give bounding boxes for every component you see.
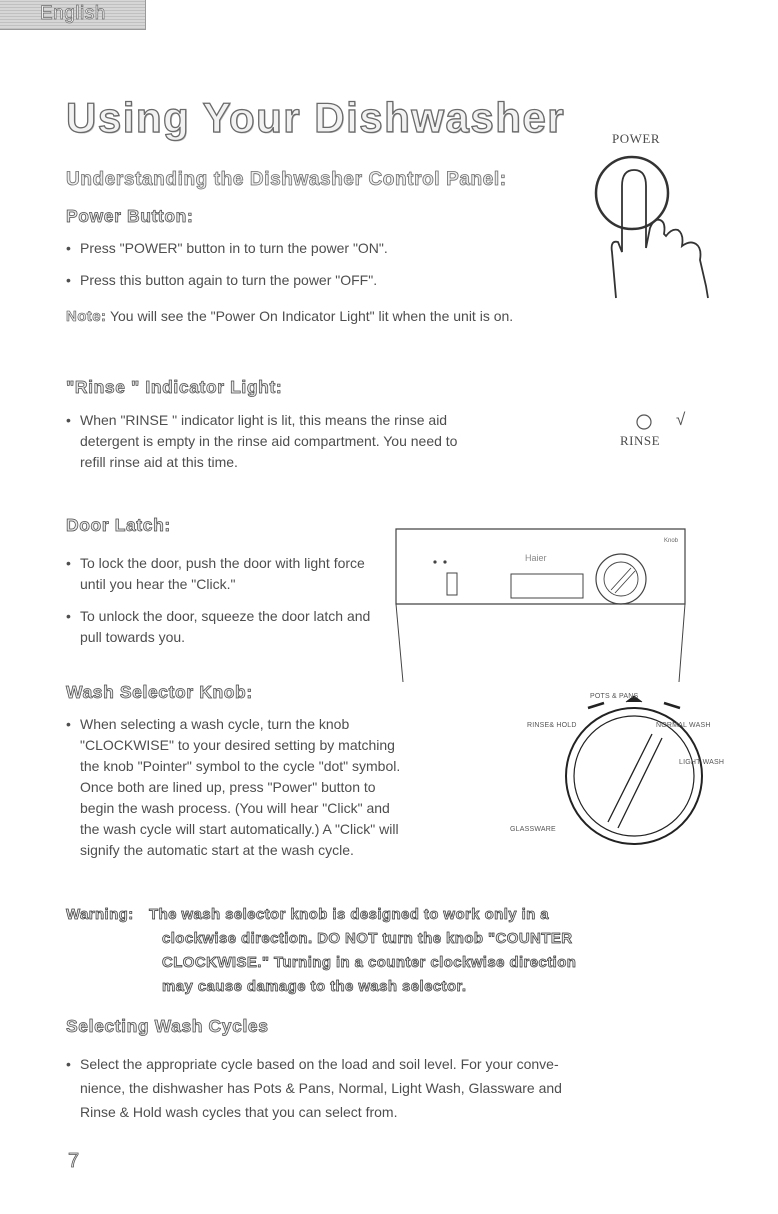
door-bullet-1: • To lock the door, push the door with light force until you hear the "Click." — [66, 553, 382, 595]
power-button-heading: Power Button: — [66, 206, 194, 226]
power-bullet-2: • Press this button again to turn the power "OFF". — [66, 270, 526, 291]
wash-knob-illustration — [556, 694, 726, 866]
knob-label-rinse-hold: RINSE& HOLD — [527, 722, 577, 729]
wash-line-1-text: When selecting a wash cycle, turn the knob — [80, 716, 350, 732]
cycles-line-1: • Select the appropriate cycle based on the load and soil level. For your conve- — [66, 1056, 559, 1072]
rinse-heading: "Rinse " Indicator Light: — [66, 377, 283, 397]
warning-label: Warning: — [66, 906, 134, 923]
panel-brand: Haier — [525, 553, 547, 563]
power-figure-label: POWER — [612, 131, 660, 146]
wash-line-7: signify the automatic start at the wash cycle. — [80, 842, 354, 858]
page-title: Using Your Dishwasher — [66, 94, 566, 141]
panel-indicator-2-icon — [443, 560, 446, 563]
cycles-text-block — [66, 1054, 756, 1123]
cycles-line-3: Rinse & Hold wash cycles that you can select from. — [80, 1104, 398, 1120]
rinse-line-1-text: When "RINSE " indicator light is lit, this means the rinse aid — [80, 412, 448, 428]
panel-display-window — [511, 574, 583, 598]
warning-line-2: clockwise direction. DO NOT turn the knob "COUNTER — [162, 930, 573, 947]
warning-line-4: may cause damage to the wash selector. — [162, 978, 467, 995]
panel-power-button-icon — [447, 573, 457, 595]
rinse-figure-label: RINSE — [620, 433, 661, 448]
selecting-cycles-heading: Selecting Wash Cycles — [66, 1016, 269, 1036]
pressing-hand-icon — [612, 170, 708, 298]
cycles-line-1-text: Select the appropriate cycle based on the load and soil level. For your conve- — [80, 1056, 559, 1072]
wash-line-3: the knob "Pointer" symbol to the cycle "dot" symbol. — [80, 758, 401, 774]
warning-line-1: The wash selector knob is designed to work only in a — [149, 906, 550, 923]
rinse-line-1: • When "RINSE " indicator light is lit, this means the rinse aid — [66, 412, 448, 428]
rinse-line-3: refill rinse aid at this time. — [80, 454, 238, 470]
rinse-check-mark: √ — [676, 410, 686, 429]
wash-selector-heading: Wash Selector Knob: — [66, 682, 253, 702]
note-text: You will see the "Power On Indicator Light" lit when the unit is on. — [109, 308, 514, 324]
warning-line-3: CLOCKWISE." Turning in a counter clockwise direction — [162, 954, 577, 971]
panel-indicator-1-icon — [433, 560, 436, 563]
panel-knob-label: Knob — [664, 538, 679, 544]
power-note — [66, 306, 513, 327]
note-label: Note: — [66, 308, 107, 325]
power-button-ring-icon — [596, 157, 668, 229]
door-latch-heading: Door Latch: — [66, 515, 171, 535]
wash-line-4: Once both are lined up, press "Power" button to — [80, 779, 376, 795]
door-bullet-2: • To unlock the door, squeeze the door latch and pull towards you. — [66, 606, 382, 648]
wash-line-6: the wash cycle will start automatically.) A "Click" will — [80, 821, 399, 837]
power-button-illustration — [588, 148, 730, 300]
page-number: 7 — [68, 1150, 80, 1172]
rinse-indicator-light-icon — [634, 412, 654, 432]
knob-label-normal-wash: NORMAL WASH — [656, 722, 711, 729]
knob-pointer-icon — [608, 734, 652, 822]
knob-label-pots-pans: POTS & PANS — [590, 693, 639, 700]
rinse-line-2: detergent is empty in the rinse aid compartment. You need to — [80, 433, 458, 449]
power-bullet-1: • Press "POWER" button in to turn the power "ON". — [66, 238, 526, 259]
wash-text-block — [66, 714, 506, 861]
language-tab — [0, 0, 146, 30]
wash-line-2: "CLOCKWISE" to your desired setting by matching — [80, 737, 395, 753]
knob-label-glassware: GLASSWARE — [510, 826, 556, 833]
wash-line-1: • When selecting a wash cycle, turn the knob — [66, 716, 350, 732]
door-bullets — [66, 553, 382, 648]
rinse-text-block — [66, 410, 566, 473]
cycles-line-2: nience, the dishwasher has Pots & Pans, Normal, Light Wash, Glassware and — [80, 1080, 562, 1096]
control-panel-illustration — [393, 526, 691, 684]
language-tab-label: English — [40, 3, 106, 24]
knob-label-light-wash: LIGHT WASH — [679, 759, 725, 766]
wash-line-5: begin the wash process. (You will hear "Click" and — [80, 800, 390, 816]
power-bullets — [66, 238, 526, 291]
section-subtitle: Understanding the Dishwasher Control Panel: — [66, 169, 507, 190]
